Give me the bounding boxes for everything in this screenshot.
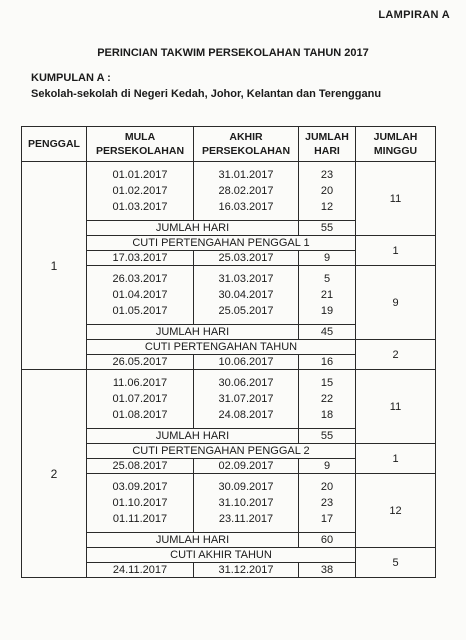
cell-value: 12 bbox=[320, 201, 334, 213]
cell-value: 28.02.2017 bbox=[218, 185, 274, 197]
cell-value: 15 bbox=[320, 377, 334, 389]
cell-value: 23 bbox=[320, 169, 334, 181]
col-mula-line2: PERSEKOLAHAN bbox=[95, 145, 185, 157]
hari-values bbox=[299, 162, 356, 221]
calendar-table bbox=[21, 126, 436, 578]
mula-dates bbox=[87, 474, 194, 533]
cell-value: 5 bbox=[323, 273, 331, 285]
table-row bbox=[22, 162, 436, 221]
break-hari: 16 bbox=[299, 355, 356, 370]
cell-value: 24.08.2017 bbox=[218, 409, 274, 421]
minggu-value: 1 bbox=[356, 444, 436, 474]
col-minggu-line1: JUMLAH bbox=[373, 131, 418, 143]
hari-values bbox=[299, 266, 356, 325]
total-value: 55 bbox=[299, 429, 356, 444]
cell-value: 19 bbox=[320, 305, 334, 317]
break-akhir: 25.03.2017 bbox=[194, 251, 299, 266]
minggu-value: 11 bbox=[356, 162, 436, 236]
cell-value: 22 bbox=[320, 393, 334, 405]
akhir-dates bbox=[194, 266, 299, 325]
cell-value: 17 bbox=[320, 513, 334, 525]
cell-value: 23.11.2017 bbox=[218, 513, 274, 525]
minggu-value: 5 bbox=[356, 548, 436, 578]
col-hari-line1: JUMLAH bbox=[305, 131, 349, 143]
total-label: JUMLAH HARI bbox=[87, 533, 299, 548]
cell-value: 31.10.2017 bbox=[218, 497, 274, 509]
total-label: JUMLAH HARI bbox=[87, 221, 299, 236]
cell-value: 20 bbox=[320, 481, 334, 493]
break-title: CUTI PERTENGAHAN PENGGAL 1 bbox=[87, 236, 356, 251]
penggal-2-number: 2 bbox=[22, 370, 87, 578]
cell-value: 01.10.2017 bbox=[112, 497, 168, 509]
total-value: 55 bbox=[299, 221, 356, 236]
cell-value: 26.03.2017 bbox=[112, 273, 168, 285]
break-hari: 9 bbox=[299, 251, 356, 266]
cell-value: 01.05.2017 bbox=[112, 305, 168, 317]
minggu-value: 12 bbox=[356, 474, 436, 548]
total-label: JUMLAH HARI bbox=[87, 429, 299, 444]
break-akhir: 10.06.2017 bbox=[194, 355, 299, 370]
break-akhir: 31.12.2017 bbox=[194, 563, 299, 578]
cell-value: 31.01.2017 bbox=[218, 169, 274, 181]
cell-value: 01.07.2017 bbox=[112, 393, 168, 405]
col-minggu-line2: MINGGU bbox=[373, 145, 418, 157]
col-minggu bbox=[356, 127, 436, 162]
mula-dates bbox=[87, 162, 194, 221]
akhir-dates bbox=[194, 162, 299, 221]
break-mula: 25.08.2017 bbox=[87, 459, 194, 474]
break-mula: 17.03.2017 bbox=[87, 251, 194, 266]
break-title: CUTI AKHIR TAHUN bbox=[87, 548, 356, 563]
cell-value: 31.03.2017 bbox=[218, 273, 274, 285]
cell-value: 01.03.2017 bbox=[112, 201, 168, 213]
akhir-dates bbox=[194, 474, 299, 533]
col-mula bbox=[87, 127, 194, 162]
col-hari-line2: HARI bbox=[314, 145, 340, 157]
appendix-label: LAMPIRAN A bbox=[378, 9, 450, 21]
group-states: Sekolah-sekolah di Negeri Kedah, Johor, Kelantan dan Terengganu bbox=[31, 88, 382, 100]
group-label: KUMPULAN A : bbox=[31, 72, 111, 84]
col-hari bbox=[299, 127, 356, 162]
minggu-value: 1 bbox=[356, 236, 436, 266]
hari-values bbox=[299, 474, 356, 533]
break-hari: 9 bbox=[299, 459, 356, 474]
break-title: CUTI PERTENGAHAN PENGGAL 2 bbox=[87, 444, 356, 459]
cell-value: 01.04.2017 bbox=[112, 289, 168, 301]
cell-value: 01.08.2017 bbox=[112, 409, 168, 421]
document-title: PERINCIAN TAKWIM PERSEKOLAHAN TAHUN 2017 bbox=[97, 47, 369, 59]
minggu-value: 2 bbox=[356, 340, 436, 370]
col-penggal: PENGGAL bbox=[22, 127, 87, 162]
minggu-value: 11 bbox=[356, 370, 436, 444]
cell-value: 11.06.2017 bbox=[112, 377, 168, 389]
cell-value: 20 bbox=[320, 185, 334, 197]
table-row bbox=[22, 370, 436, 429]
mula-dates bbox=[87, 370, 194, 429]
cell-value: 01.11.2017 bbox=[112, 513, 168, 525]
break-mula: 26.05.2017 bbox=[87, 355, 194, 370]
cell-value: 30.09.2017 bbox=[218, 481, 274, 493]
cell-value: 30.06.2017 bbox=[218, 377, 274, 389]
minggu-value: 9 bbox=[356, 266, 436, 340]
cell-value: 18 bbox=[320, 409, 334, 421]
header-row bbox=[22, 127, 436, 162]
hari-values bbox=[299, 370, 356, 429]
total-value: 45 bbox=[299, 325, 356, 340]
cell-value: 03.09.2017 bbox=[112, 481, 168, 493]
mula-dates bbox=[87, 266, 194, 325]
penggal-1-number: 1 bbox=[22, 162, 87, 370]
col-akhir bbox=[194, 127, 299, 162]
cell-value: 16.03.2017 bbox=[218, 201, 274, 213]
total-label: JUMLAH HARI bbox=[87, 325, 299, 340]
break-akhir: 02.09.2017 bbox=[194, 459, 299, 474]
break-mula: 24.11.2017 bbox=[87, 563, 194, 578]
cell-value: 31.07.2017 bbox=[218, 393, 274, 405]
cell-value: 01.02.2017 bbox=[112, 185, 168, 197]
cell-value: 25.05.2017 bbox=[218, 305, 274, 317]
col-akhir-line2: PERSEKOLAHAN bbox=[201, 145, 291, 157]
group-heading bbox=[31, 70, 381, 102]
cell-value: 23 bbox=[320, 497, 334, 509]
total-value: 60 bbox=[299, 533, 356, 548]
akhir-dates bbox=[194, 370, 299, 429]
col-mula-line1: MULA bbox=[124, 131, 156, 143]
cell-value: 30.04.2017 bbox=[218, 289, 274, 301]
cell-value: 01.01.2017 bbox=[112, 169, 168, 181]
break-title: CUTI PERTENGAHAN TAHUN bbox=[87, 340, 356, 355]
cell-value: 21 bbox=[320, 289, 334, 301]
break-hari: 38 bbox=[299, 563, 356, 578]
col-akhir-line1: AKHIR bbox=[229, 131, 263, 143]
